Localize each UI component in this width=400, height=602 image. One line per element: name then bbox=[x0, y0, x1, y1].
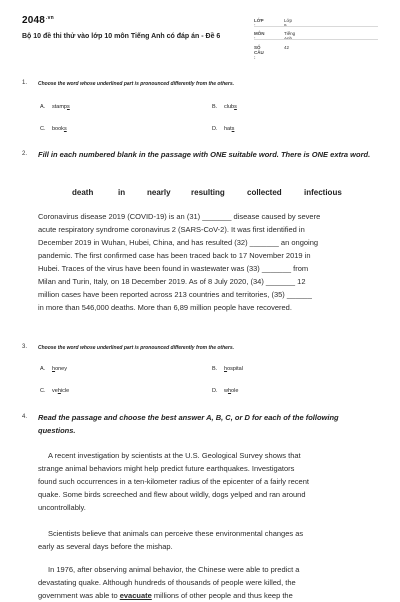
passage-line: early as several days before the mishap. bbox=[38, 542, 173, 551]
passage-line: pandemic. The first confirmed case has been traced back to 17 November 2019 in bbox=[38, 251, 311, 260]
class-label: LỚP : bbox=[254, 18, 264, 28]
option-d[interactable]: D. whole bbox=[212, 388, 239, 394]
word-bank-item: death bbox=[72, 188, 94, 197]
word-bank-item: in bbox=[118, 188, 126, 197]
question-2 bbox=[22, 151, 378, 181]
passage-line: In 1976, after observing animal behavior, the Chinese were able to predict a bbox=[48, 565, 300, 574]
passage-paragraph-2 bbox=[38, 527, 378, 553]
question-prompt: Fill in each numbered blank in the passage with ONE suitable word. There is ONE extra word. bbox=[38, 150, 371, 159]
option-a[interactable]: A. honey bbox=[40, 366, 67, 372]
question-1 bbox=[22, 80, 378, 140]
word-bank-item: collected bbox=[247, 188, 282, 197]
passage-covid bbox=[38, 210, 378, 314]
logo-suffix: .vn bbox=[46, 15, 54, 21]
question-prompt: Choose the word whose underlined part is pronounced differently from the others. bbox=[38, 81, 235, 87]
passage-paragraph-1 bbox=[38, 449, 378, 514]
word-bank-item: resulting bbox=[191, 188, 225, 197]
passage-paragraph-3 bbox=[38, 563, 378, 602]
passage-line: December 2019 in Wuhan, Hubei, China, and has resulted (32) _______ an ongoing bbox=[38, 238, 319, 247]
question-number: 2. bbox=[22, 151, 28, 157]
site-logo[interactable] bbox=[22, 15, 54, 26]
divider bbox=[254, 26, 378, 27]
passage-line: acute respiratory syndrome coronavirus 2 (SARS-CoV-2). It was first identified in bbox=[38, 225, 305, 234]
divider bbox=[254, 39, 378, 40]
option-c[interactable]: C. books bbox=[40, 126, 67, 132]
passage-line: found such occurrences in a ten-kilometer radius of the epicenter of a fairly recent bbox=[38, 477, 309, 486]
passage-line: A recent investigation by scientists at the U.S. Geological Survey shows that bbox=[48, 451, 301, 460]
passage-line: Milan and Turin, Italy, on 18 December 2019. As of 8 July 2020, (34) _______ 12 bbox=[38, 277, 306, 286]
passage-line: quake. Some birds screeched and flew about wildly, dogs yelped and ran around bbox=[38, 490, 306, 499]
option-a[interactable]: A. stamps bbox=[40, 104, 70, 110]
passage-line: million cases have been reported across 213 countries and territories, (35) ______ bbox=[38, 290, 312, 299]
passage-line: Coronavirus disease 2019 (COVID-19) is an (31) _______ disease caused by severe bbox=[38, 212, 321, 221]
passage-line: strange animal behaviors might help predict future earthquakes. Investigators bbox=[38, 464, 295, 473]
subject-value: Tiếng Anh bbox=[284, 31, 296, 41]
word-bank-item: infectious bbox=[304, 188, 342, 197]
underlined-word: evacuate bbox=[119, 591, 152, 600]
question-number: 1. bbox=[22, 80, 28, 86]
word-bank bbox=[50, 188, 370, 200]
count-value: 42 bbox=[284, 45, 290, 50]
document-title: Bộ 10 đề thi thử vào lớp 10 môn Tiếng Anh có đáp án - Đề 6 bbox=[22, 33, 221, 40]
count-label: SỐ CÂU : bbox=[254, 45, 264, 60]
option-b[interactable]: B. clubs bbox=[212, 104, 237, 110]
passage-line: uncontrollably. bbox=[38, 503, 86, 512]
question-prompt: Read the passage and choose the best answer A, B, C, or D for each of the following questions. bbox=[38, 413, 339, 435]
option-d[interactable]: D. hats bbox=[212, 126, 235, 132]
logo-text: 2048 bbox=[22, 15, 46, 26]
passage-line: Hubei. Traces of the virus have been found in wastewater was (33) _______ from bbox=[38, 264, 309, 273]
subject-label: MÔN : bbox=[254, 31, 265, 41]
question-prompt: Choose the word whose underlined part is pronounced differently from the others. bbox=[38, 345, 235, 351]
passage-line: in more than 546,000 deaths. More than 6,89 million people have recovered. bbox=[38, 303, 292, 312]
question-number: 3. bbox=[22, 344, 28, 350]
option-b[interactable]: B. hospital bbox=[212, 366, 243, 372]
class-value: Lớp 9 bbox=[284, 18, 292, 28]
question-3 bbox=[22, 344, 378, 404]
option-c[interactable]: C. vehicle bbox=[40, 388, 70, 394]
question-4 bbox=[22, 414, 378, 444]
question-number: 4. bbox=[22, 414, 28, 420]
passage-line: Scientists believe that animals can perceive these environmental changes as bbox=[48, 529, 304, 538]
passage-line: devastating quake. Although hundreds of thousands of people were killed, the bbox=[38, 578, 296, 587]
word-bank-item: nearly bbox=[147, 188, 171, 197]
document-header bbox=[0, 0, 400, 62]
passage-line: government was able to evacuate millions of other people and thus keep the bbox=[38, 591, 293, 600]
